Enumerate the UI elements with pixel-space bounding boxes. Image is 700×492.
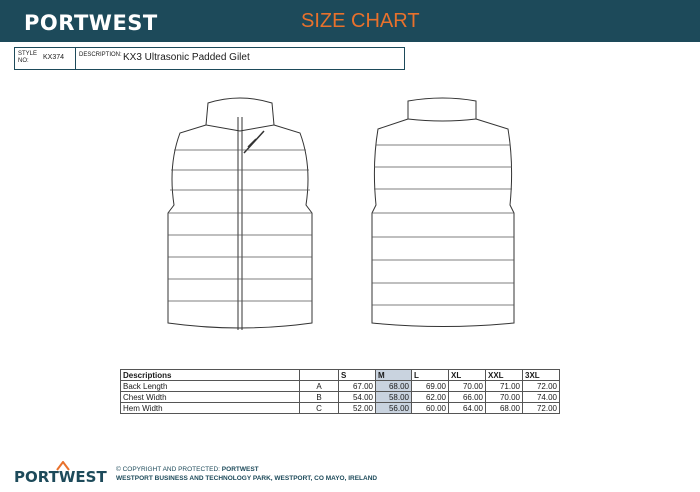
description-box: [75, 47, 405, 70]
cell-3xl: 72.00: [523, 381, 560, 392]
row-desc: Back Length: [121, 381, 300, 392]
header-xxl: XXL: [486, 370, 523, 381]
cell-xl: 70.00: [449, 381, 486, 392]
description-value: KX3 Ultrasonic Padded Gilet: [123, 52, 250, 63]
cell-xl: 64.00: [449, 403, 486, 414]
cell-l: 62.00: [412, 392, 449, 403]
cell-xxl: 71.00: [486, 381, 523, 392]
row-code: A: [300, 381, 339, 392]
cell-m: 56.00: [376, 403, 412, 414]
cell-s: 54.00: [339, 392, 376, 403]
table-row: [121, 403, 560, 414]
brand-logo: PORTWEST: [24, 11, 158, 35]
header-m: M: [376, 370, 412, 381]
cell-3xl: 72.00: [523, 403, 560, 414]
row-code: B: [300, 392, 339, 403]
description-label: DESCRIPTION:: [79, 52, 122, 58]
page-title: SIZE CHART: [301, 10, 420, 32]
header-bar: [0, 0, 700, 42]
cell-xxl: 70.00: [486, 392, 523, 403]
row-code: C: [300, 403, 339, 414]
header-descriptions: Descriptions: [121, 370, 300, 381]
style-no-label: STYLE NO:: [18, 51, 38, 64]
cell-s: 67.00: [339, 381, 376, 392]
size-table-header: [121, 370, 560, 381]
style-no-value: KX374: [43, 54, 65, 61]
cell-l: 60.00: [412, 403, 449, 414]
footer-logo: PORTWEST: [14, 468, 107, 486]
header-code: [300, 370, 339, 381]
cell-m: 68.00: [376, 381, 412, 392]
cell-m: 58.00: [376, 392, 412, 403]
table-row: [121, 392, 560, 403]
cell-l: 69.00: [412, 381, 449, 392]
copyright-block: [116, 465, 377, 483]
cell-3xl: 74.00: [523, 392, 560, 403]
header-3xl: 3XL: [523, 370, 560, 381]
gilet-front-drawing: [160, 95, 320, 335]
style-no-box: [14, 47, 76, 70]
row-desc: Hem Width: [121, 403, 300, 414]
header-l: L: [412, 370, 449, 381]
cell-xxl: 68.00: [486, 403, 523, 414]
table-row: [121, 381, 560, 392]
cell-xl: 66.00: [449, 392, 486, 403]
cell-s: 52.00: [339, 403, 376, 414]
address-line: WESTPORT BUSINESS AND TECHNOLOGY PARK, WESTPORT, CO MAYO, IRELAND: [116, 475, 378, 482]
header-xl: XL: [449, 370, 486, 381]
gilet-back-drawing: [368, 95, 518, 330]
copyright-line: © COPYRIGHT AND PROTECTED: PORTWEST: [116, 466, 259, 473]
row-desc: Chest Width: [121, 392, 300, 403]
header-s: S: [339, 370, 376, 381]
size-table: [120, 369, 560, 414]
